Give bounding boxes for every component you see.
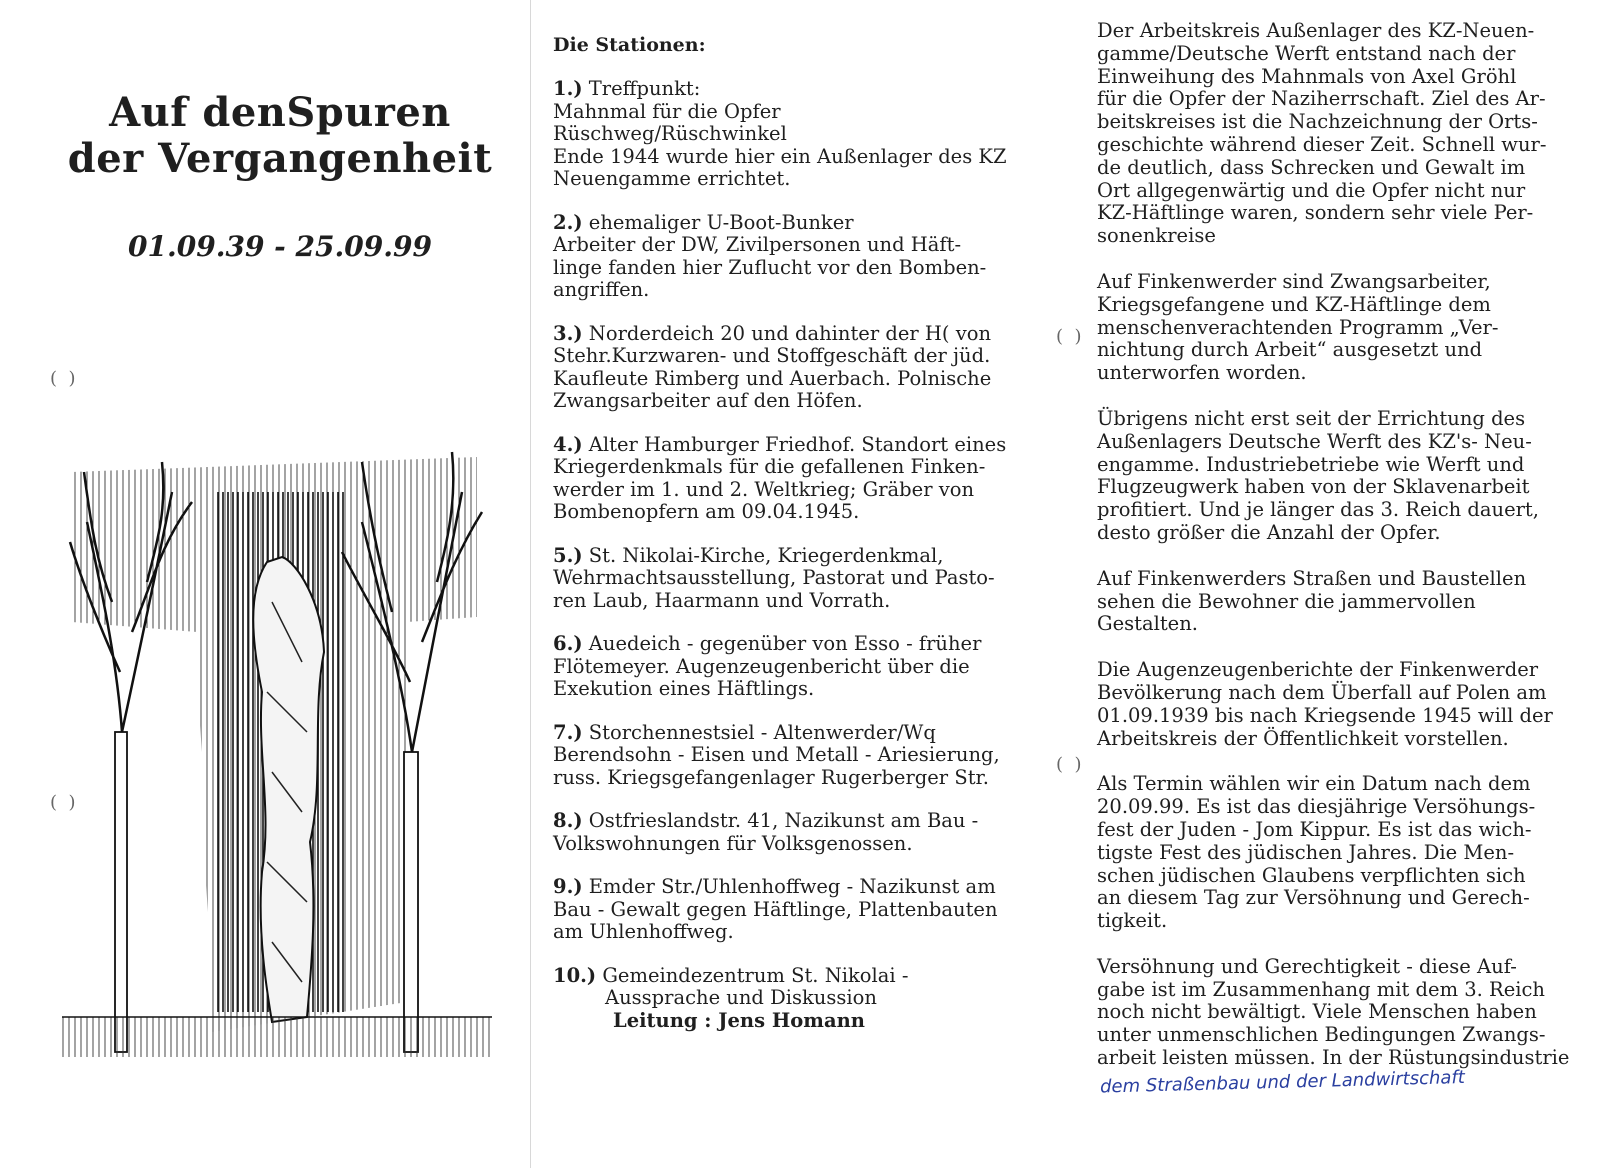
station-4: 4.) Alter Hamburger Friedhof. Standort eines Kriegerdenkmals für die gefallenen Finken- werder im 1. und 2. Weltkrieg; Gräber von Bombenopfern am 09.04.1945. (553, 432, 1007, 523)
punch-hole-mark: ( ) (1056, 326, 1082, 347)
station-10: 10.) Gemeindezentrum St. Nikolai - Aussprache und Diskussion Leitung : Jens Homann (553, 965, 1063, 1033)
punch-hole-mark: ( ) (50, 368, 76, 389)
station-1: 1.) Treffpunkt: Mahnmal für die Opfer Rüschweg/Rüschwinkel Ende 1944 wurde hier ein Außenlager des KZ Neuengamme errichtet. (553, 77, 1007, 190)
punch-hole-mark: ( ) (1056, 754, 1082, 775)
info-paragraph-1: Der Arbeitskreis Außenlager des KZ-Neuen- gamme/Deutsche Werft entstand nach der Einweihung des Mahnmals von Axel Gröhl für die Opfer der Naziherrschaft. Ziel des Ar- beitskreises ist die Nachzeichnung der Orts- geschichte während dieser Zeit. Schnell wur- de deutlich, dass Schrecken und Gewalt im Ort allgegenwärtig und die Opfer nicht nur KZ-Häftlinge waren, sondern sehr viele Per- sonenkreise (1097, 19, 1547, 248)
info-paragraph-5: Die Augenzeugenberichte der Finkenwerder Bevölkerung nach dem Überfall auf Polen am 01.09.1939 bis nach Kriegsende 1945 will der Arbeitskreis der Öffentlichkeit vorstellen. (1097, 658, 1553, 750)
info-paragraph-6: Als Termin wählen wir ein Datum nach dem 20.09.99. Es ist das diesjährige Versöhungs- fest der Juden - Jom Kippur. Es ist das wich- tigste Fest des jüdischen Jahres. Die Men- schen jüdischen Glaubens verpflichten sich an diesem Tag zur Versöhnung und Gerech- tigkeit. (1097, 772, 1536, 933)
station-6: 6.) Auedeich - gegenüber von Esso - früher Flötemeyer. Augenzeugenbericht über die Exekution eines Häftlings. (553, 632, 982, 700)
info-paragraph-3: Übrigens nicht erst seit der Errichtung des Außenlagers Deutsche Werft des KZ's- Neu- engamme. Industriebetriebe wie Werft und Flugzeugwerk haben von der Sklavenarbeit profitiert. Und je länger das 3. Reich dauert, desto größer die Anzahl der Opfer. (1097, 406, 1539, 544)
cover-title-line-2: der Vergangenheit (67, 135, 493, 182)
cover-panel (0, 0, 530, 1168)
station-9: 9.) Emder Str./Uhlenhoffweg - Nazikunst am Bau - Gewalt gegen Häftlinge, Plattenbauten am Uhlenhoffweg. (553, 875, 998, 943)
stations-list (553, 78, 1063, 1053)
station-7: 7.) Storchennestsiel - Altenwerder/Wq Berendsohn - Eisen und Metall - Ariesierung, russ. Kriegsgefangenlager Rugerberger Str. (553, 720, 1000, 789)
info-paragraph-2: Auf Finkenwerder sind Zwangsarbeiter, Kriegsgefangene und KZ-Häftlinge dem menschenverachtenden Programm „Ver- nichtung durch Arbeit“ ausgesetzt und unterworfen worden. (1097, 269, 1499, 385)
info-paragraph-4: Auf Finkenwerders Straßen und Baustellen sehen die Bewohner die jammervollen Gestalten. (1097, 566, 1527, 636)
cover-title-line-1: Auf denSpuren (109, 89, 451, 136)
punch-hole-mark: ( ) (50, 792, 76, 813)
trees-illustration (62, 432, 492, 1062)
info-text (1097, 20, 1592, 1093)
station-10-leader: Leitung : Jens Homann (613, 1008, 865, 1032)
info-paragraph-7: Versöhnung und Gerechtigkeit - diese Auf- gabe ist im Zusammenhang mit dem 3. Reich noch nicht bewältigt. Viele Menschen haben unter unmenschlichen Bedingungen Zwangs- arbeit leisten müssen. In der Rüstungsindustrie (1097, 954, 1570, 1070)
ground-hatching (62, 1017, 492, 1057)
station-3: 3.) Norderdeich 20 und dahinter der H( von Stehr.Kurzwaren- und Stoffgeschäft der jüd. Kaufleute Rimberg und Auerbach. Polnische Zwangsarbeiter auf den Höfen. (553, 321, 992, 412)
info-panel (1075, 0, 1600, 1168)
stations-heading: Die Stationen: (553, 34, 706, 56)
station-2: 2.) ehemaliger U-Boot-Bunker Arbeiter der DW, Zivilpersonen und Häft- linge fanden hier Zuflucht vor den Bomben- angriffen. (553, 210, 987, 301)
cover-dates: 01.09.39 - 25.09.99 (128, 230, 432, 263)
cover-title (60, 90, 500, 182)
station-8: 8.) Ostfrieslandstr. 41, Nazikunst am Bau - Volkswohnungen für Volksgenossen. (553, 809, 979, 855)
station-5: 5.) St. Nikolai-Kirche, Kriegerdenkmal, Wehrmachtsausstellung, Pastorat und Pasto- ren Laub, Haarmann und Vorrath. (553, 543, 995, 612)
stations-panel (530, 0, 1082, 1168)
handwritten-note: dem Straßenbau und der Landwirtschaft (1099, 1066, 1466, 1098)
